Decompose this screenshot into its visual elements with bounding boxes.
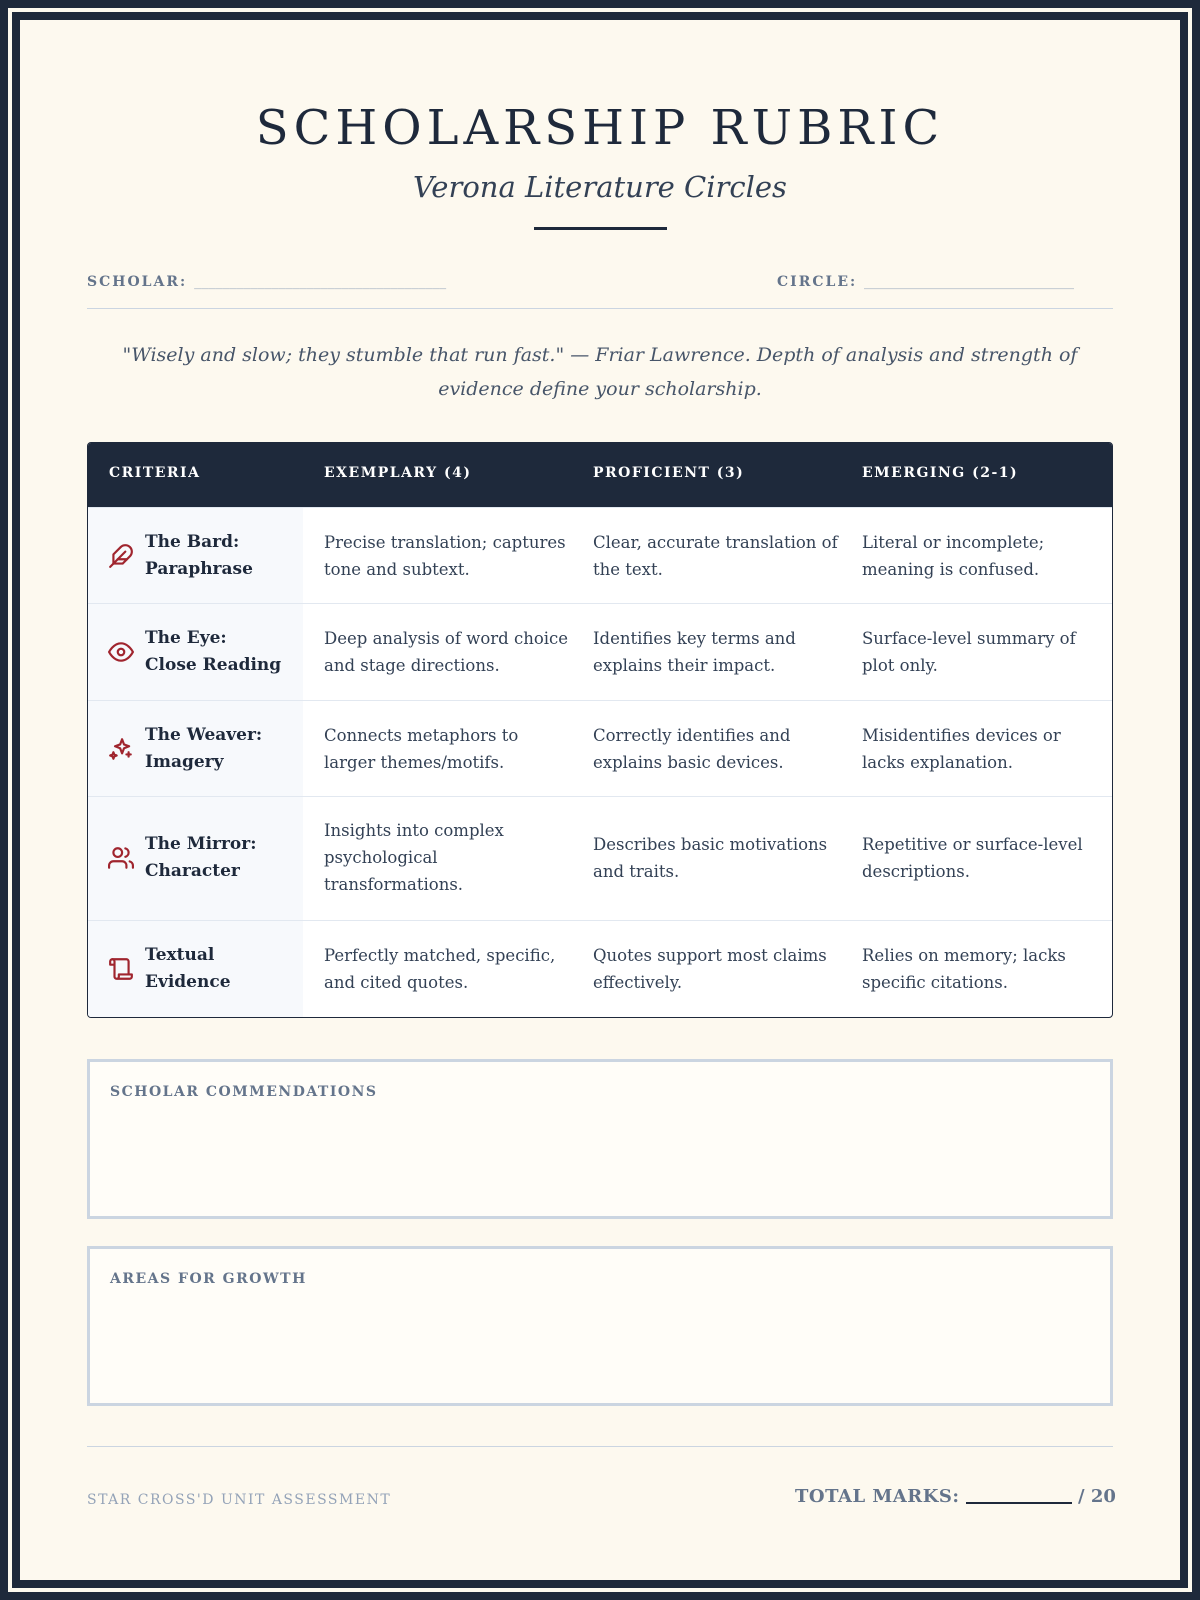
table-row — [88, 700, 1113, 796]
header-emerging: EMERGING (2-1) — [862, 465, 1019, 481]
growth-box[interactable] — [87, 1246, 1113, 1406]
proficient-cell: Describes basic motivations and traits. — [593, 835, 828, 881]
page-title: SCHOLARSHIP RUBRIC — [255, 100, 945, 156]
scroll-icon — [108, 956, 134, 982]
criterion-line: The Bard: — [145, 532, 240, 552]
scholar-field[interactable] — [87, 274, 446, 290]
commendations-box[interactable] — [87, 1059, 1113, 1219]
table-row — [88, 603, 1113, 700]
scholar-label: SCHOLAR: — [87, 274, 188, 290]
header-exemplary: EXEMPLARY (4) — [324, 465, 472, 481]
criterion-line: Evidence — [145, 972, 231, 992]
users-icon — [108, 845, 134, 871]
proficient-cell: Correctly identifies and explains basic devices. — [593, 726, 791, 772]
criterion-name — [145, 722, 295, 776]
rubric-table — [87, 442, 1113, 1018]
eye-icon — [108, 639, 134, 665]
circle-field[interactable] — [777, 274, 1074, 290]
exemplary-cell: Perfectly matched, specific, and cited quotes. — [324, 946, 556, 992]
emerging-cell: Repetitive or surface-level descriptions. — [862, 835, 1083, 881]
sparkles-icon — [108, 736, 134, 762]
criterion-line: Character — [145, 861, 240, 881]
criterion-name — [145, 625, 295, 679]
exemplary-cell: Precise translation; captures tone and subtext. — [324, 533, 566, 579]
total-marks-label: TOTAL MARKS: — [795, 1486, 960, 1507]
criterion-line: Close Reading — [145, 655, 282, 675]
proficient-cell: Clear, accurate translation of the text. — [593, 533, 838, 579]
exemplary-cell: Deep analysis of word choice and stage directions. — [324, 629, 569, 675]
header-criteria: CRITERIA — [109, 465, 201, 481]
criterion-name — [145, 942, 295, 996]
criterion-name — [145, 831, 295, 885]
growth-label: AREAS FOR GROWTH — [110, 1271, 307, 1287]
table-row — [88, 796, 1113, 920]
circle-line[interactable]: ______________________________ — [864, 274, 1075, 290]
emerging-cell: Surface-level summary of plot only. — [862, 629, 1076, 675]
circle-label: CIRCLE: — [777, 274, 858, 290]
total-marks-max: / 20 — [1078, 1486, 1116, 1507]
criterion-line: Textual — [145, 945, 215, 965]
emerging-cell: Relies on memory; lacks specific citations. — [862, 946, 1066, 992]
criterion-line: Paraphrase — [145, 559, 253, 579]
exemplary-cell: Insights into complex psychological transformations. — [324, 821, 504, 894]
header-proficient: PROFICIENT (3) — [593, 465, 745, 481]
fields-divider — [87, 308, 1113, 309]
commendations-label: SCHOLAR COMMENDATIONS — [110, 1084, 378, 1100]
proficient-cell: Quotes support most claims effectively. — [593, 946, 827, 992]
page-subtitle: Verona Literature Circles — [413, 170, 787, 204]
criterion-line: Imagery — [145, 752, 224, 772]
exemplary-cell: Connects metaphors to larger themes/motifs. — [324, 726, 519, 772]
criterion-name — [145, 529, 295, 583]
unit-label: STAR CROSS'D UNIT ASSESSMENT — [87, 1492, 392, 1508]
table-row — [88, 507, 1113, 603]
proficient-cell: Identifies key terms and explains their impact. — [593, 629, 796, 675]
total-marks-line[interactable] — [966, 1502, 1072, 1504]
rubric-header-row — [88, 443, 1113, 507]
intro-quote: "Wisely and slow; they stumble that run fast." — Friar Lawrence. Depth of analysis and strength of evidence define your scholarship. — [122, 344, 1078, 400]
criterion-line: The Eye: — [145, 628, 227, 648]
table-row — [88, 920, 1113, 1018]
feather-icon — [108, 543, 134, 569]
title-divider — [534, 227, 667, 230]
criterion-line: The Weaver: — [145, 725, 263, 745]
scholar-line[interactable]: ____________________________________ — [194, 274, 447, 290]
criterion-line: The Mirror: — [145, 834, 257, 854]
emerging-cell: Misidentifies devices or lacks explanation. — [862, 726, 1061, 772]
emerging-cell: Literal or incomplete; meaning is confused. — [862, 533, 1045, 579]
footer-divider — [87, 1446, 1113, 1447]
